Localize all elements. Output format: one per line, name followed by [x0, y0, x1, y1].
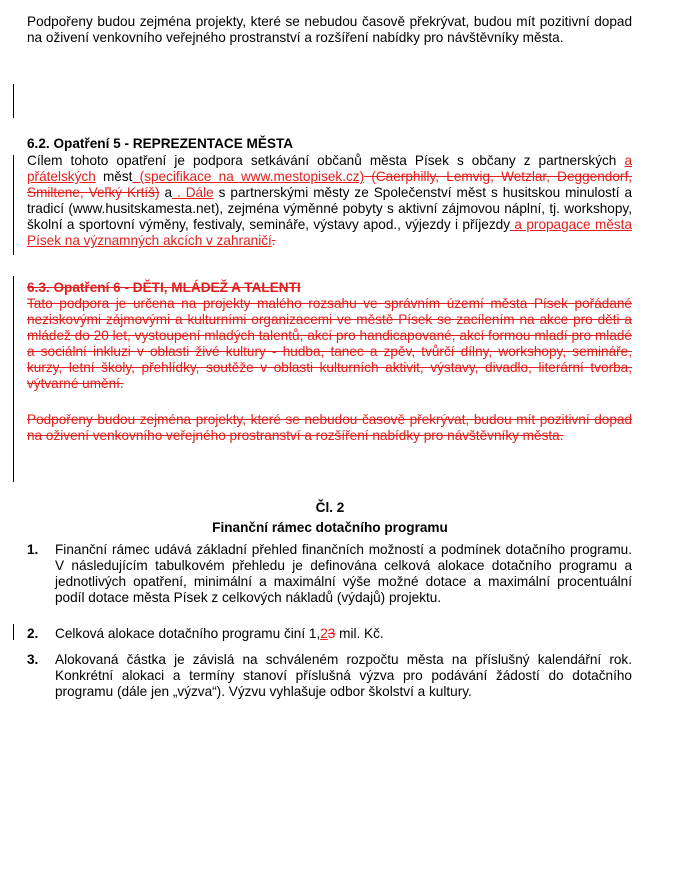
deleted-text: (Caerphilly, Lemvig, Wetzlar, Deggendorf, Smiltene, Veľký Krtíš) — [27, 169, 632, 200]
item-text: Alokovaná částka je závislá na schváleném rozpočtu města na příslušný kalendářní rok. Konkrétní alokaci a termíny stanoví příslušná výzva pro podávání žádostí do dotačního programu (dále jen „výzva“). Výzvu vyhlašuje odbor školství a kultury. — [55, 652, 632, 699]
section-6-2-paragraph: Cílem tohoto opatření je podpora setkávání občanů města Písek s občany z partnerských a přátelských měst (specifikace na www.mestopisek.cz) (Caerphilly, Lemvig, Wetzlar, Deggendorf, Smiltene, Veľký Krtíš) a . Dále s partnerskými městy ze Společenství měst s husitskou minulostí a tradicí (www.husitskamesta.net), zejména výměnné pobyty s aktivní zájmovou náplní, tj. workshopy, školní a sportovní výměny, festivaly, semináře, výstavy apod., výjezdy i příjezdy a propagace města Písek na významných akcích v zahraničí. — [27, 153, 633, 248]
list-item — [27, 626, 632, 642]
item-text: Celková alokace dotačního programu činí 1,23 mil. Kč. — [55, 626, 384, 641]
section-6-3-paragraph-2: Podpořeny budou zejména projekty, které se nebudou časově překrývat, budou mít pozitivní dopad na oživení venkovního veřejného prostranství a rozšíření nabídky pro návštěvníky města. — [27, 412, 632, 443]
intro-paragraph: Podpořeny budou zejména projekty, které se nebudou časově překrývat, budou mít pozitivní dopad na oživení venkovního veřejného prostranství a rozšíření nabídky pro návštěvníky města. — [27, 14, 632, 45]
deleted-text: 3 — [327, 626, 336, 641]
item-number: 1. — [27, 542, 39, 557]
deleted-text: . — [271, 233, 276, 248]
item-number: 2. — [27, 626, 39, 641]
change-bar — [13, 84, 14, 118]
section-6-3-paragraph-1: Tato podpora je určena na projekty malého rozsahu ve správním území města Písek pořádané neziskovými zájmovými a kulturními organizacemi ve městě Písek se zacílením na akce pro děti a mládež do 20 let, vystoupení mladých talentů, akcí pro handicapované, akcí formou mladí pro mladé a sociální inkluzi v oblasti živé kultury - hudba, tanec a zpěv, tvůrčí dílny, workshopy, semináře, kurzy, letní školy, přehlídky, soutěže v oblasti kulturních aktivit, výstavy, divadlo, literární tvorba, výtvarné umění. — [27, 296, 632, 391]
inserted-text: (specifikace na www.mestopisek.cz) — [132, 169, 365, 184]
list-item — [27, 652, 632, 700]
inserted-text: . Dále — [172, 185, 214, 200]
item-number: 3. — [27, 652, 39, 667]
inserted-text: 2 — [320, 626, 328, 641]
list-item — [27, 542, 632, 606]
change-bar — [13, 155, 14, 255]
inserted-text: a propagace města Písek na významných akcích v zahraničí — [27, 217, 632, 248]
change-bar — [13, 624, 14, 640]
inserted-text: a přátelských — [27, 153, 632, 184]
article-number: Čl. 2 — [315, 500, 345, 515]
section-6-3-title: 6.3. Opatření 6 - DĚTI, MLÁDEŽ A TALENTI — [27, 280, 301, 295]
section-6-2-title: 6.2. Opatření 5 - REPREZENTACE MĚSTA — [27, 136, 294, 151]
item-text: Finanční rámec udává základní přehled finančních možností a podmínek dotačního programu. V následujícím tabulkovém přehledu je definována celková alokace dotačního programu a jednotlivých opatření, minimální a maximální výše možné dotace a maximální procentuální podíl dotace města Písek z celkových nákladů (výdajů) projektu. — [55, 542, 632, 605]
article-title: Finanční rámec dotačního programu — [212, 520, 448, 535]
change-bar — [13, 276, 14, 482]
